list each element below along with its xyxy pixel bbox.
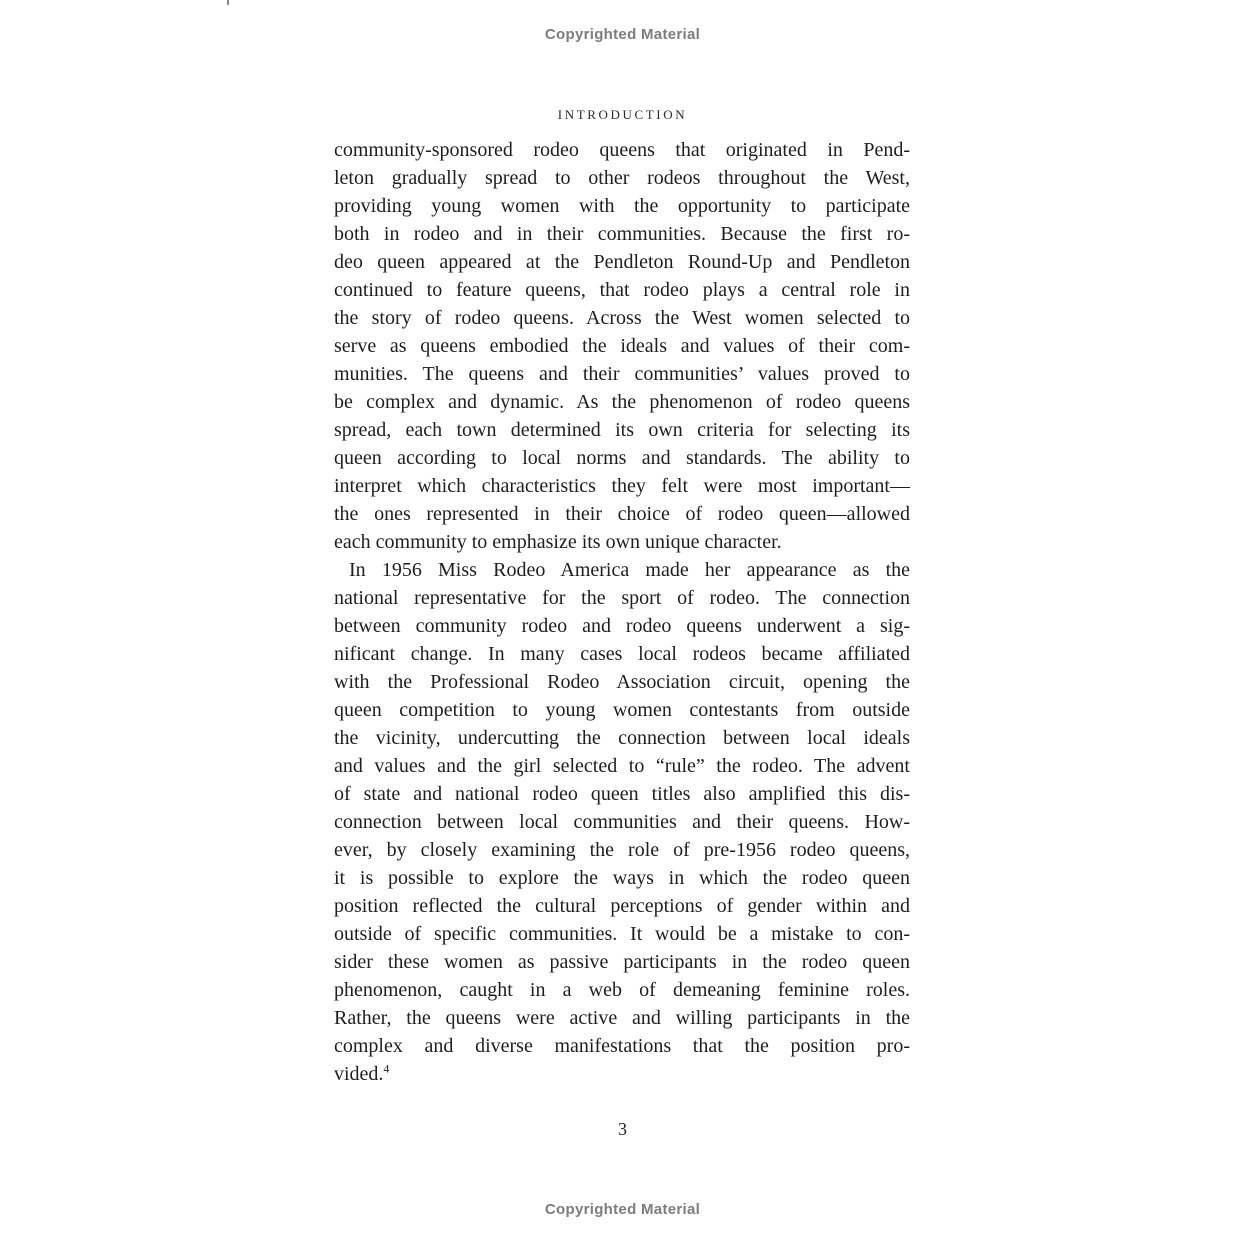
text-line: providing young women with the opportunity to participate bbox=[334, 195, 910, 217]
text-line: serve as queens embodied the ideals and values of their com- bbox=[334, 335, 910, 357]
page-number: 3 bbox=[618, 1119, 627, 1139]
paragraph bbox=[334, 556, 910, 1088]
text-line: each community to emphasize its own unique character. bbox=[334, 531, 782, 553]
text-line: queen competition to young women contestants from outside bbox=[334, 699, 910, 721]
text-line: connection between local communities and their queens. How- bbox=[334, 811, 910, 833]
text-line: spread, each town determined its own criteria for selecting its bbox=[334, 419, 910, 441]
body-text-column bbox=[334, 136, 910, 1088]
text-line: position reflected the cultural perceptions of gender within and bbox=[334, 895, 910, 917]
text-line: munities. The queens and their communities’ values proved to bbox=[334, 363, 910, 385]
footnote-reference: 4 bbox=[383, 1062, 390, 1076]
text-line: nificant change. In many cases local rodeos became affiliated bbox=[334, 643, 910, 665]
text-line: continued to feature queens, that rodeo plays a central role in bbox=[334, 279, 910, 301]
text-line: the ones represented in their choice of rodeo queen—allowed bbox=[334, 503, 910, 525]
text-line: interpret which characteristics they felt were most important— bbox=[334, 475, 910, 497]
crop-tick-mark bbox=[227, 0, 229, 5]
text-line: the vicinity, undercutting the connection between local ideals bbox=[334, 727, 910, 749]
text-line: be complex and dynamic. As the phenomenon of rodeo queens bbox=[334, 391, 910, 413]
text-line: it is possible to explore the ways in which the rodeo queen bbox=[334, 867, 910, 889]
text-line: complex and diverse manifestations that the position pro- bbox=[334, 1035, 910, 1057]
text-line: both in rodeo and in their communities. Because the first ro- bbox=[334, 223, 910, 245]
text-line: of state and national rodeo queen titles also amplified this dis- bbox=[334, 783, 910, 805]
text-line: Rather, the queens were active and willing participants in the bbox=[334, 1007, 910, 1029]
text-line: outside of specific communities. It would be a mistake to con- bbox=[334, 923, 910, 945]
text-line: community-sponsored rodeo queens that originated in Pend- bbox=[334, 139, 910, 161]
text-line: deo queen appeared at the Pendleton Round-Up and Pendleton bbox=[334, 251, 910, 273]
text-line: ever, by closely examining the role of pre-1956 rodeo queens, bbox=[334, 839, 910, 861]
text-line: sider these women as passive participants in the rodeo queen bbox=[334, 951, 910, 973]
text-line: phenomenon, caught in a web of demeaning feminine roles. bbox=[334, 979, 910, 1001]
copyright-notice-bottom: Copyrighted Material bbox=[544, 1201, 701, 1218]
text-line: national representative for the sport of rodeo. The connection bbox=[334, 587, 910, 609]
paragraph bbox=[334, 136, 910, 556]
text-line: In 1956 Miss Rodeo America made her appearance as the bbox=[349, 559, 910, 581]
text-line: and values and the girl selected to “rule” the rodeo. The advent bbox=[334, 755, 910, 777]
text-line: leton gradually spread to other rodeos throughout the West, bbox=[334, 167, 910, 189]
text-line: vided.$^4$ bbox=[334, 1062, 390, 1085]
chapter-heading: INTRODUCTION bbox=[557, 107, 688, 122]
text-line: with the Professional Rodeo Association circuit, opening the bbox=[334, 671, 910, 693]
text-line: the story of rodeo queens. Across the West women selected to bbox=[334, 307, 910, 329]
text-line: queen according to local norms and standards. The ability to bbox=[334, 447, 910, 469]
copyright-notice-top: Copyrighted Material bbox=[544, 26, 701, 43]
text-line: between community rodeo and rodeo queens underwent a sig- bbox=[334, 615, 910, 637]
